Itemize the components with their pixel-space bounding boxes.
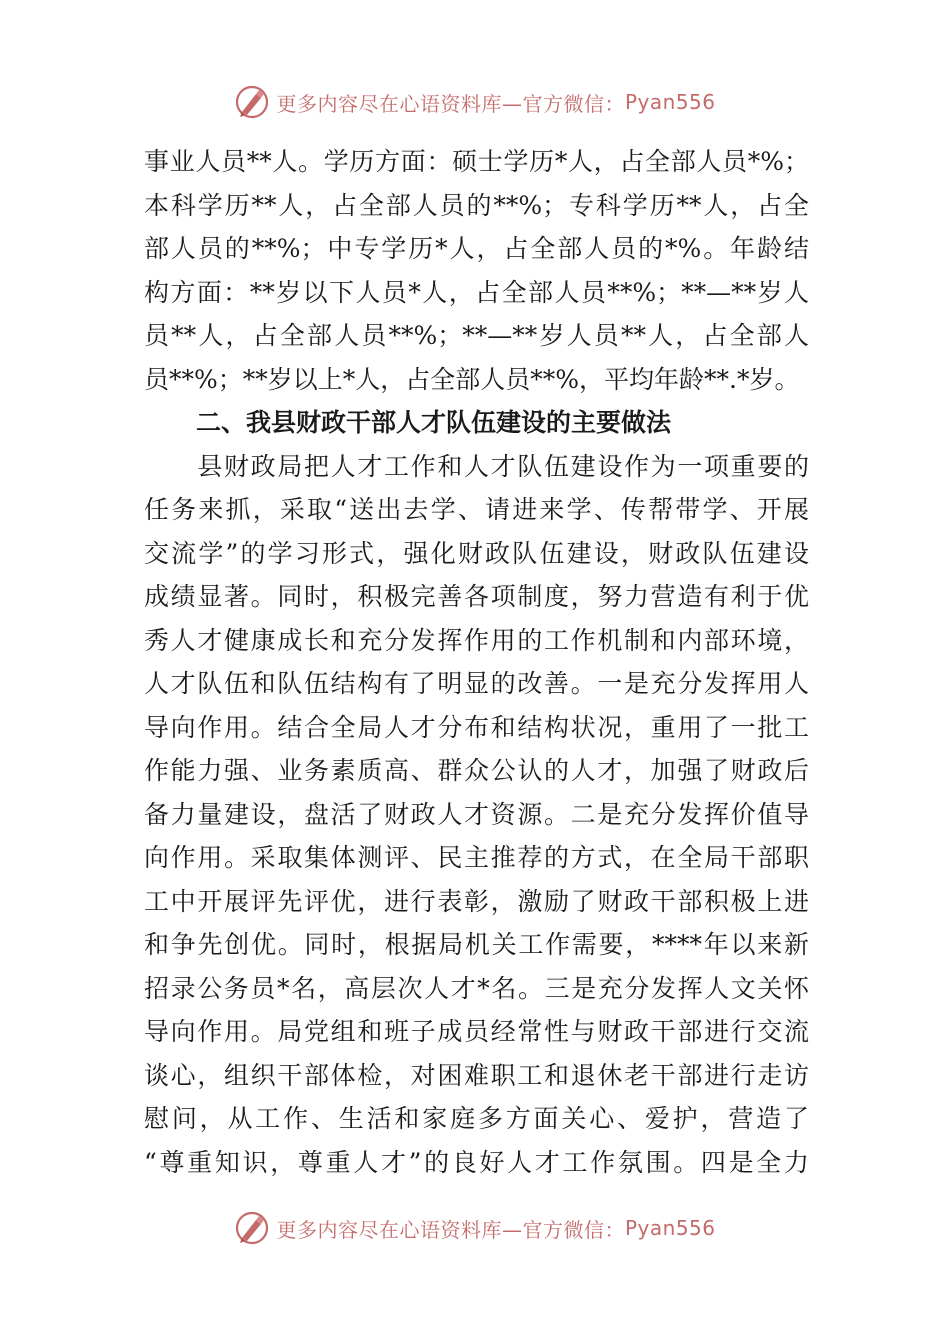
text-line: 慰问，从工作、生活和家庭多方面关心、爱护，营造了 [144,1104,809,1133]
document-body [144,140,809,1184]
text-line: 工中开展评先评优，进行表彰，激励了财政干部积极上进 [144,886,809,916]
watermark-text: 更多内容尽在心语资料库—官方微信： [276,1217,625,1242]
pen-logo-icon [234,1210,270,1246]
text-line: 任务来抓，采取“送出去学、请进来学、传帮带学、开展 [144,495,809,524]
text-line: 部人员的**%；中专学历*人，占全部人员的*%。年龄结 [144,234,809,263]
text-line: 导向作用。结合全局人才分布和结构状况，重用了一批工 [144,712,809,742]
text-line: 员**%；**岁以上*人，占全部人员**%，平均年龄**.*岁。 [144,364,800,394]
watermark-wechat-id: Pyan556 [624,90,716,114]
text-line: 事业人员**人。学历方面：硕士学历*人，占全部人员*%； [144,147,809,176]
text-line: 员**人，占全部人员**%；**—**岁人员**人，占全部人 [144,321,809,350]
text-line: 本科学历**人，占全部人员的**%；专科学历**人，占全 [144,190,809,220]
footer-watermark [0,1208,950,1248]
paragraph-main-practices [144,445,809,1185]
text-line: 构方面：**岁以下人员*人，占全部人员**%；**—**岁人 [144,277,809,307]
text-line: 备力量建设，盘活了财政人才资源。二是充分发挥价值导 [144,799,809,829]
watermark-wechat-id: Pyan556 [624,1216,716,1240]
text-line: 作能力强、业务素质高、群众公认的人才，加强了财政后 [144,756,809,785]
text-line: 和争先创优。同时，根据局机关工作需要，****年以来新 [144,930,809,959]
text-line: 县财政局把人才工作和人才队伍建设作为一项重要的 [144,451,809,481]
text-line: 秀人才健康成长和充分发挥作用的工作机制和内部环境， [144,625,809,655]
text-line: 成绩显著。同时，积极完善各项制度，努力营造有利于优 [144,582,809,611]
section-heading: 二、我县财政干部人才队伍建设的主要做法 [196,408,672,437]
text-line: “尊重知识，尊重人才”的良好人才工作氛围。四是全力 [144,1147,809,1177]
text-line: 谈心，组织干部体检，对困难职工和退休老干部进行走访 [144,1060,809,1090]
paragraph-staff-structure [144,140,809,401]
watermark-text: 更多内容尽在心语资料库—官方微信： [276,91,625,116]
pen-logo-icon [234,84,270,120]
text-line: 向作用。采取集体测评、民主推荐的方式，在全局干部职 [144,843,809,872]
header-watermark [0,82,950,122]
text-line: 交流学”的学习形式，强化财政队伍建设，财政队伍建设 [144,538,809,568]
text-line: 导向作用。局党组和班子成员经常性与财政干部进行交流 [144,1017,809,1046]
text-line: 人才队伍和队伍结构有了明显的改善。一是充分发挥用人 [144,669,809,698]
text-line: 招录公务员*名，高层次人才*名。三是充分发挥人文关怀 [144,973,809,1003]
